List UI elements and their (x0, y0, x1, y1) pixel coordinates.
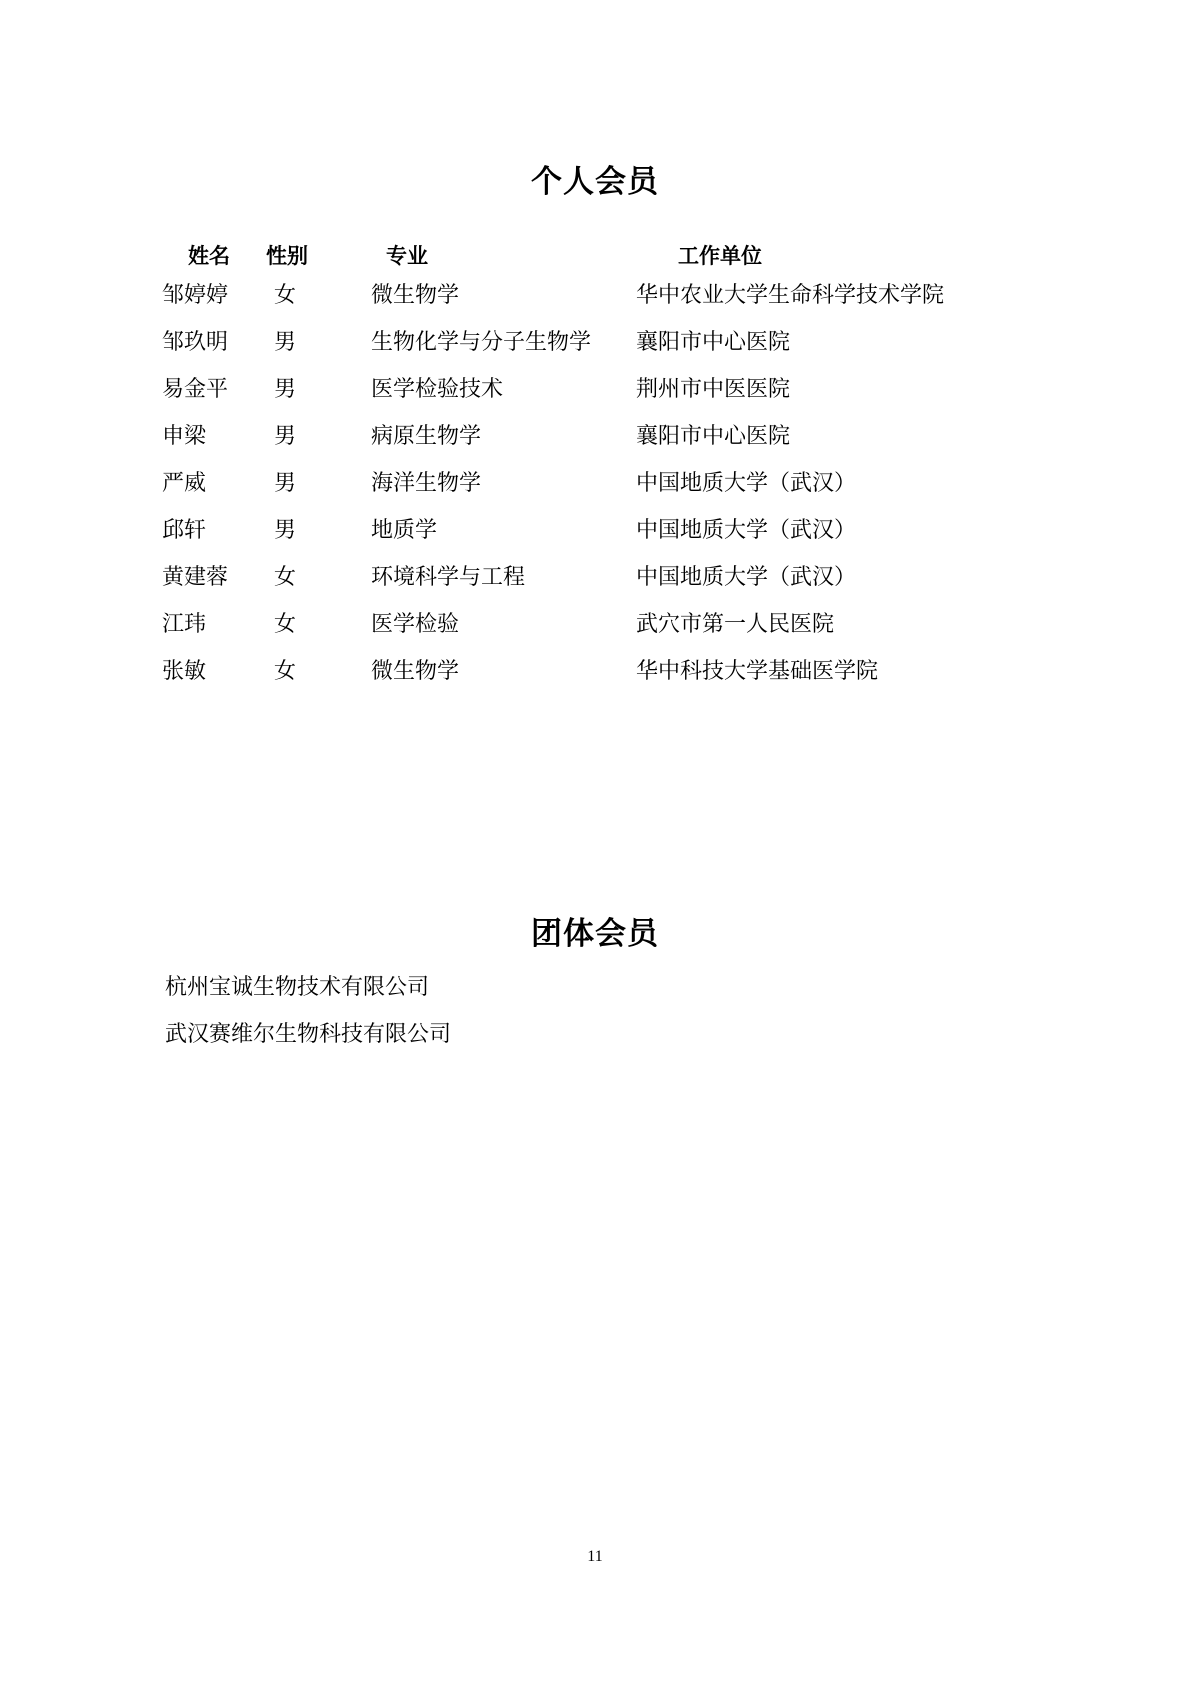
member-major: 地质学 (371, 518, 438, 543)
table-row (162, 372, 1012, 419)
table-row (162, 466, 1012, 513)
member-name: 邹玖明 (162, 330, 229, 355)
member-gender: 男 (274, 471, 297, 496)
member-name: 易金平 (162, 377, 229, 402)
member-name: 江玮 (162, 612, 207, 637)
table-row (162, 419, 1012, 466)
member-name: 张敏 (162, 659, 207, 684)
member-name: 申梁 (162, 424, 207, 449)
member-unit: 襄阳市中心医院 (636, 330, 791, 355)
member-gender: 女 (274, 612, 297, 637)
member-name: 邱轩 (162, 518, 207, 543)
header-gender: 性别 (266, 244, 308, 268)
list-item: 杭州宝诚生物技术有限公司 (165, 975, 430, 1000)
member-major: 病原生物学 (371, 424, 482, 449)
table-row (162, 560, 1012, 607)
personal-members-title: 个人会员 (531, 164, 659, 200)
member-gender: 男 (274, 424, 297, 449)
member-gender: 男 (274, 330, 297, 355)
member-major: 医学检验 (371, 612, 460, 637)
member-unit: 中国地质大学（武汉） (636, 518, 857, 543)
member-unit: 华中农业大学生命科学技术学院 (636, 283, 945, 308)
member-gender: 女 (274, 565, 297, 590)
member-gender: 女 (274, 659, 297, 684)
group-members-list (165, 970, 451, 1064)
member-name: 黄建蓉 (162, 565, 229, 590)
table-row (162, 513, 1012, 560)
member-major: 海洋生物学 (371, 471, 482, 496)
header-major: 专业 (386, 244, 428, 268)
member-name: 邹婷婷 (162, 283, 229, 308)
member-unit: 中国地质大学（武汉） (636, 471, 857, 496)
member-unit: 襄阳市中心医院 (636, 424, 791, 449)
member-major: 微生物学 (371, 283, 460, 308)
member-name: 严威 (162, 471, 207, 496)
member-gender: 男 (274, 377, 297, 402)
page-number: 11 (587, 1548, 603, 1565)
member-unit: 中国地质大学（武汉） (636, 565, 857, 590)
list-item: 武汉赛维尔生物科技有限公司 (165, 1022, 452, 1047)
table-row (162, 654, 1012, 701)
group-members-title: 团体会员 (531, 916, 659, 952)
member-major: 医学检验技术 (371, 377, 504, 402)
member-unit: 华中科技大学基础医学院 (636, 659, 879, 684)
member-unit: 武穴市第一人民医院 (636, 612, 835, 637)
member-unit: 荆州市中医医院 (636, 377, 791, 402)
header-name: 姓名 (188, 244, 230, 268)
personal-members-table (162, 240, 1012, 701)
table-row (162, 325, 1012, 372)
member-major: 生物化学与分子生物学 (371, 330, 592, 355)
member-major: 微生物学 (371, 659, 460, 684)
member-gender: 男 (274, 518, 297, 543)
member-major: 环境科学与工程 (371, 565, 526, 590)
header-unit: 工作单位 (678, 244, 762, 268)
table-row (162, 607, 1012, 654)
table-header-row (162, 240, 1012, 278)
table-row (162, 278, 1012, 325)
member-gender: 女 (274, 283, 297, 308)
